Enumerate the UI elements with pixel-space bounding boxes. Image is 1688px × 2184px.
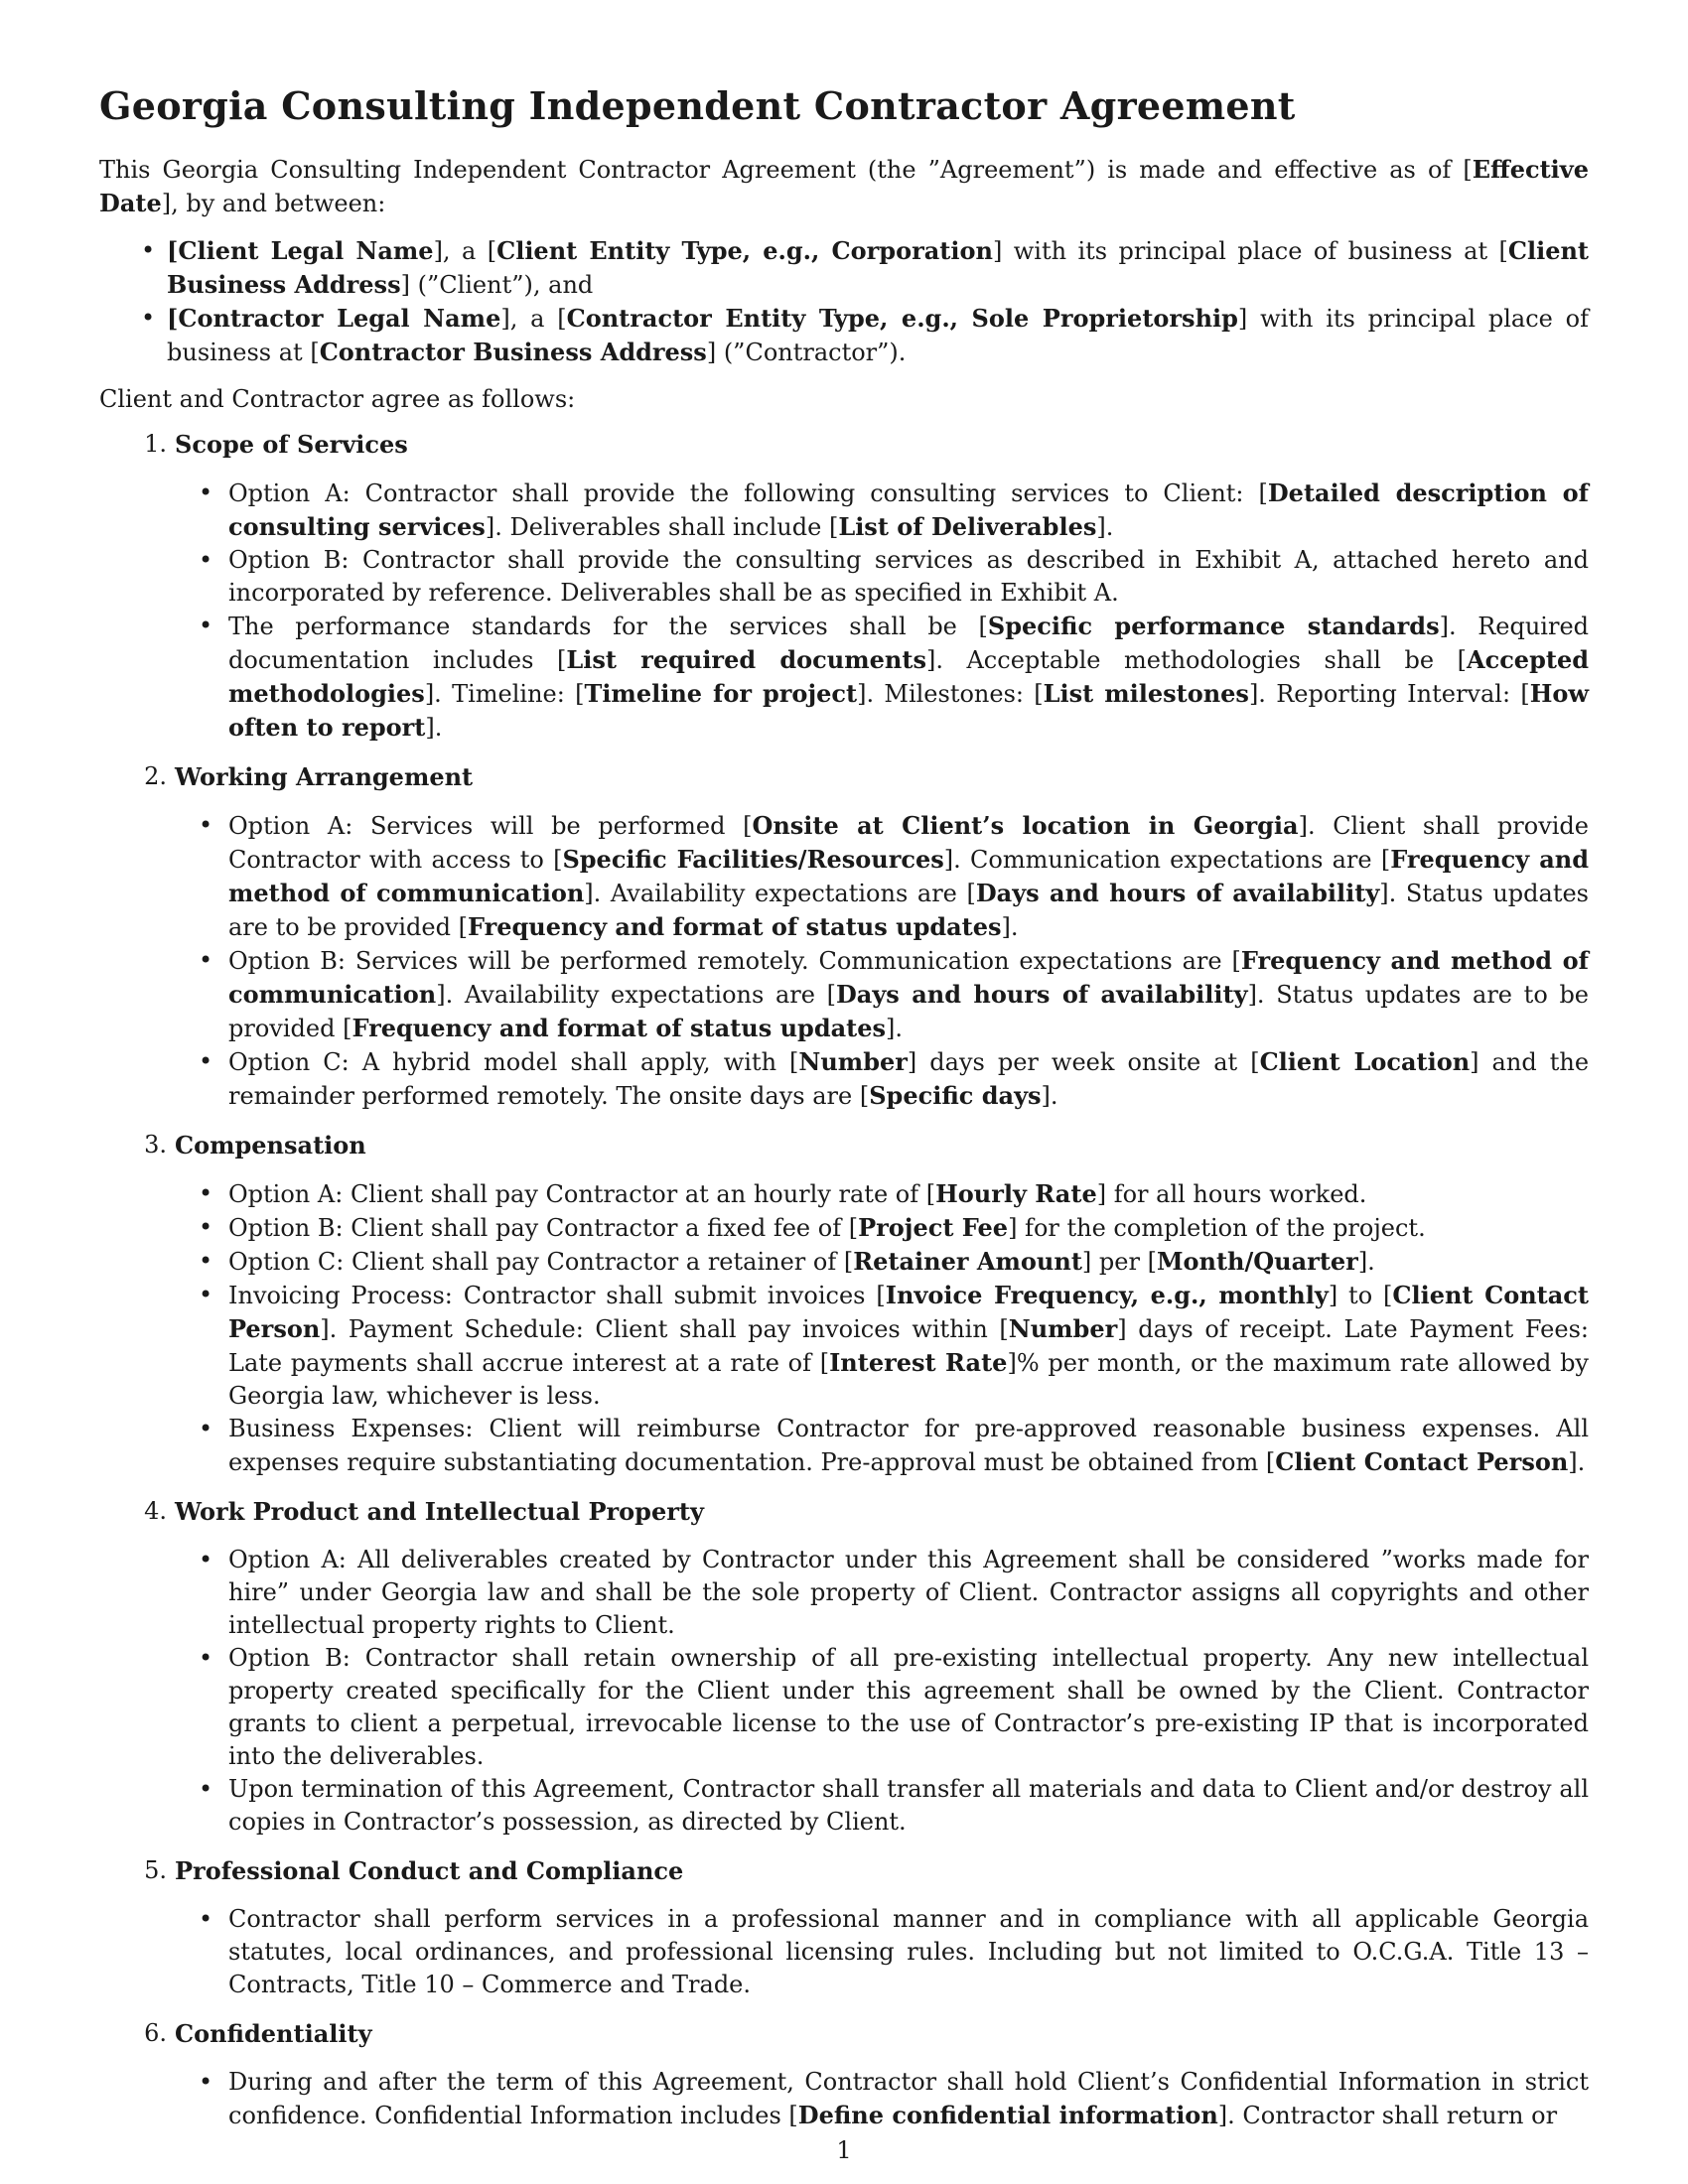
placeholder-text: List of Deliverables xyxy=(838,511,1097,541)
item-text: ]. Client shall provide Contractor with access to [ xyxy=(228,811,1589,874)
item-text: ] for the completion of the project. xyxy=(1008,1213,1426,1242)
party-text: ] with its principal place of business at [ xyxy=(167,304,1589,366)
section-title: Scope of Services xyxy=(175,429,408,459)
item-text: Option A: Client shall pay Contractor at an hourly rate of [ xyxy=(228,1179,936,1208)
item-text: ]. Communication expectations are [ xyxy=(943,845,1391,874)
page-number: 1 xyxy=(836,2136,852,2164)
item-text: Option C: Client shall pay Contractor a retainer of [ xyxy=(228,1247,854,1276)
section-number: 6. xyxy=(144,2018,167,2047)
agree-paragraph: Client and Contractor agree as follows: xyxy=(99,384,576,413)
item-text: ]. Required documentation includes [ xyxy=(228,612,1590,674)
section xyxy=(99,1495,1589,1839)
placeholder-text: Frequency and format of status updates xyxy=(467,911,1002,941)
item-text: ]. Availability expectations are [ xyxy=(436,980,836,1009)
item-text: ] to [ xyxy=(1328,1281,1393,1309)
placeholder-text: Frequency and method of communication xyxy=(228,844,1589,907)
section-heading xyxy=(99,1854,1589,1887)
item-text: ]% per month, or the maximum rate allowed by Georgia law, whichever is less. xyxy=(228,1348,1589,1410)
section-heading xyxy=(99,428,1589,461)
party-text: ], a [ xyxy=(500,304,567,333)
party-client xyxy=(99,234,1589,302)
section-items xyxy=(99,2066,1589,2132)
item-text: ]. Timeline: [ xyxy=(424,679,585,708)
placeholder-text: How often to report xyxy=(228,678,1590,742)
item-text: ]. xyxy=(1096,512,1114,541)
placeholder-text: Onsite at Client’s location in Georgia xyxy=(752,810,1299,840)
item-text: ]. xyxy=(1357,1247,1375,1276)
item-text: ] days of receipt. Late Payment Fees: Late payments shall accrue interest at a rate of [ xyxy=(228,1314,1589,1377)
item-text: ] days per week onsite at [ xyxy=(907,1047,1260,1076)
placeholder-client-entity-type: Client Entity Type, e.g., Corporation xyxy=(496,235,993,265)
item-text: ]. Deliverables shall include [ xyxy=(485,512,839,541)
item-text: Option B: Contractor shall retain ownership of all pre-existing intellectual property. Any new intellectual property created specifically for the Client under this agreement shall be owned by the Client. Contractor grants to client a perpetual, irrevocable license to the use of Contractor’s pre-existing IP that is incorporated into the deliverables. xyxy=(228,1643,1589,1770)
item-text: Option A: Services will be performed [ xyxy=(228,811,753,840)
placeholder-text: Invoice Frequency, e.g., monthly xyxy=(885,1280,1329,1309)
sections-list xyxy=(99,428,1589,2132)
list-item xyxy=(99,610,1589,745)
list-item xyxy=(99,944,1589,1045)
placeholder-text: Frequency and format of status updates xyxy=(352,1013,887,1042)
section-title: Compensation xyxy=(175,1130,366,1160)
item-text: ] per [ xyxy=(1081,1247,1157,1276)
placeholder-text: Specific performance standards xyxy=(987,611,1440,640)
item-text: ] for all hours worked. xyxy=(1096,1179,1367,1208)
placeholder-text: Frequency and method of communication xyxy=(228,945,1589,1009)
item-text: ]. Milestones: [ xyxy=(857,679,1044,708)
party-text: ] (”Contractor”). xyxy=(706,338,907,366)
placeholder-text: Detailed description of consulting services xyxy=(228,478,1589,541)
item-text: During and after the term of this Agreement, Contractor shall hold Client’s Confidential Information in strict confidence. Confidential Information includes [ xyxy=(228,2067,1589,2129)
placeholder-client-address: Client Business Address xyxy=(167,235,1590,299)
item-text: ]. Acceptable methodologies shall be [ xyxy=(925,645,1467,674)
list-item xyxy=(99,2066,1589,2132)
placeholder-text: Specific days xyxy=(869,1080,1042,1110)
party-text: ], a [ xyxy=(433,236,497,265)
section-number: 3. xyxy=(144,1130,167,1159)
section xyxy=(99,1129,1589,1479)
section-items xyxy=(99,1544,1589,1839)
placeholder-text: Hourly Rate xyxy=(935,1178,1097,1208)
item-text: ]. xyxy=(1568,1447,1586,1476)
item-text: ]. xyxy=(1001,912,1019,941)
item-text: ]. xyxy=(1041,1081,1058,1110)
placeholder-text: Project Fee xyxy=(858,1212,1009,1242)
section-number: 2. xyxy=(144,761,167,790)
item-text: ]. Status updates are to be provided [ xyxy=(228,980,1590,1042)
item-text: ] and the remainder performed remotely. The onsite days are [ xyxy=(228,1047,1590,1110)
placeholder-text: Number xyxy=(1008,1313,1118,1343)
placeholder-text: Define confidential information xyxy=(797,2100,1218,2129)
item-text: Business Expenses: Client will reimburse Contractor for pre-approved reasonable business expenses. All expenses require substantiating documentation. Pre-approval must be obtained from [ xyxy=(228,1414,1589,1476)
item-text: Option B: Contractor shall provide the consulting services as described in Exhibit A, attached hereto and incorporated by reference. Deliverables shall be as specified in Exhibit A. xyxy=(228,545,1589,607)
section xyxy=(99,428,1589,745)
placeholder-text: Accepted methodologies xyxy=(228,644,1589,708)
placeholder-effective-date: Effective Date xyxy=(99,154,1589,217)
section-number: 5. xyxy=(144,1855,167,1884)
section-title: Working Arrangement xyxy=(175,761,474,791)
item-text: ]. Status updates are to be provided [ xyxy=(228,879,1589,941)
item-text: Upon termination of this Agreement, Contractor shall transfer all materials and data to Client and/or destroy all copies in Contractor’s possession, as directed by Client. xyxy=(228,1774,1589,1836)
item-text: Option A: Contractor shall provide the following consulting services to Client: [ xyxy=(228,478,1268,507)
placeholder-text: Interest Rate xyxy=(829,1347,1008,1377)
item-text: Option B: Services will be performed remotely. Communication expectations are [ xyxy=(228,946,1241,975)
placeholder-contractor-address: Contractor Business Address xyxy=(319,337,707,366)
item-text: ]. xyxy=(425,713,443,742)
list-item xyxy=(99,1413,1589,1479)
placeholder-text: Client Location xyxy=(1259,1046,1471,1076)
section-items xyxy=(99,809,1589,1113)
placeholder-text: Specific Facilities/Resources xyxy=(562,844,944,874)
section-number: 1. xyxy=(144,429,167,458)
party-contractor xyxy=(99,302,1589,369)
section-heading xyxy=(99,760,1589,793)
list-item xyxy=(99,1642,1589,1773)
list-item xyxy=(99,809,1589,944)
item-text: Option A: All deliverables created by Contractor under this Agreement shall be considered ”works made for hire” under Georgia law and shall be the sole property of Client. Contractor assigns all copyrights and other intellectual property rights to Client. xyxy=(228,1545,1589,1639)
section-heading xyxy=(99,1495,1589,1528)
list-item xyxy=(99,1279,1589,1413)
placeholder-text: Days and hours of availability xyxy=(975,878,1380,907)
list-item xyxy=(99,1903,1589,2001)
list-item xyxy=(99,1177,1589,1211)
placeholder-contractor-legal-name: [Contractor Legal Name xyxy=(167,303,501,333)
party-text: ] with its principal place of business at [ xyxy=(992,236,1508,265)
list-item xyxy=(99,1245,1589,1279)
item-text: Contractor shall perform services in a professional manner and in compliance with all applicable Georgia statutes, local ordinances, and professional licensing rules. Including but not limited to O.C.G.A. Title 13 – Contracts, Title 10 – Commerce and Trade. xyxy=(228,1904,1589,1998)
item-text: Option C: A hybrid model shall apply, with [ xyxy=(228,1047,799,1076)
section-number: 4. xyxy=(144,1496,167,1525)
item-text: ]. xyxy=(886,1014,904,1042)
section xyxy=(99,2017,1589,2132)
item-text: Invoicing Process: Contractor shall submit invoices [ xyxy=(228,1281,886,1309)
section-items xyxy=(99,1903,1589,2001)
intro-text: This Georgia Consulting Independent Contractor Agreement (the ”Agreement”) is made and effective as of [ xyxy=(99,155,1473,184)
placeholder-text: Month/Quarter xyxy=(1156,1246,1358,1276)
section-heading xyxy=(99,1129,1589,1161)
placeholder-text: Timeline for project xyxy=(584,678,858,708)
item-text: The performance standards for the services shall be [ xyxy=(228,612,988,640)
intro-paragraph xyxy=(99,153,1589,220)
placeholder-client-legal-name: [Client Legal Name xyxy=(167,235,434,265)
item-text: ]. Payment Schedule: Client shall pay invoices within [ xyxy=(320,1314,1009,1343)
intro-text: ], by and between: xyxy=(161,189,386,217)
party-text: ] (”Client”), and xyxy=(400,270,594,299)
section-heading xyxy=(99,2017,1589,2050)
placeholder-text: Client Contact Person xyxy=(228,1280,1590,1343)
item-text: ]. Availability expectations are [ xyxy=(584,879,976,907)
placeholder-contractor-entity-type: Contractor Entity Type, e.g., Sole Proprietorship xyxy=(566,303,1238,333)
parties-list xyxy=(99,234,1589,369)
list-item xyxy=(99,477,1589,544)
placeholder-text: List milestones xyxy=(1043,678,1249,708)
section xyxy=(99,760,1589,1113)
section-title: Confidentiality xyxy=(175,2018,372,2048)
document-title: Georgia Consulting Independent Contractor Agreement xyxy=(99,83,1296,128)
section-title: Professional Conduct and Compliance xyxy=(175,1855,684,1885)
placeholder-text: Days and hours of availability xyxy=(835,979,1248,1009)
list-item xyxy=(99,1045,1589,1113)
placeholder-text: List required documents xyxy=(566,644,926,674)
placeholder-text: Number xyxy=(798,1046,908,1076)
section-items xyxy=(99,477,1589,745)
placeholder-text: Client Contact Person xyxy=(1275,1446,1569,1476)
section-items xyxy=(99,1177,1589,1479)
list-item xyxy=(99,1544,1589,1642)
section xyxy=(99,1854,1589,2001)
list-item xyxy=(99,1211,1589,1245)
item-text: Option B: Client shall pay Contractor a fixed fee of [ xyxy=(228,1213,859,1242)
section-title: Work Product and Intellectual Property xyxy=(175,1496,704,1526)
item-text: ]. Reporting Interval: [ xyxy=(1248,679,1530,708)
item-text: ]. Contractor shall return or xyxy=(1217,2101,1558,2129)
list-item xyxy=(99,544,1589,610)
placeholder-text: Retainer Amount xyxy=(853,1246,1082,1276)
list-item xyxy=(99,1773,1589,1839)
